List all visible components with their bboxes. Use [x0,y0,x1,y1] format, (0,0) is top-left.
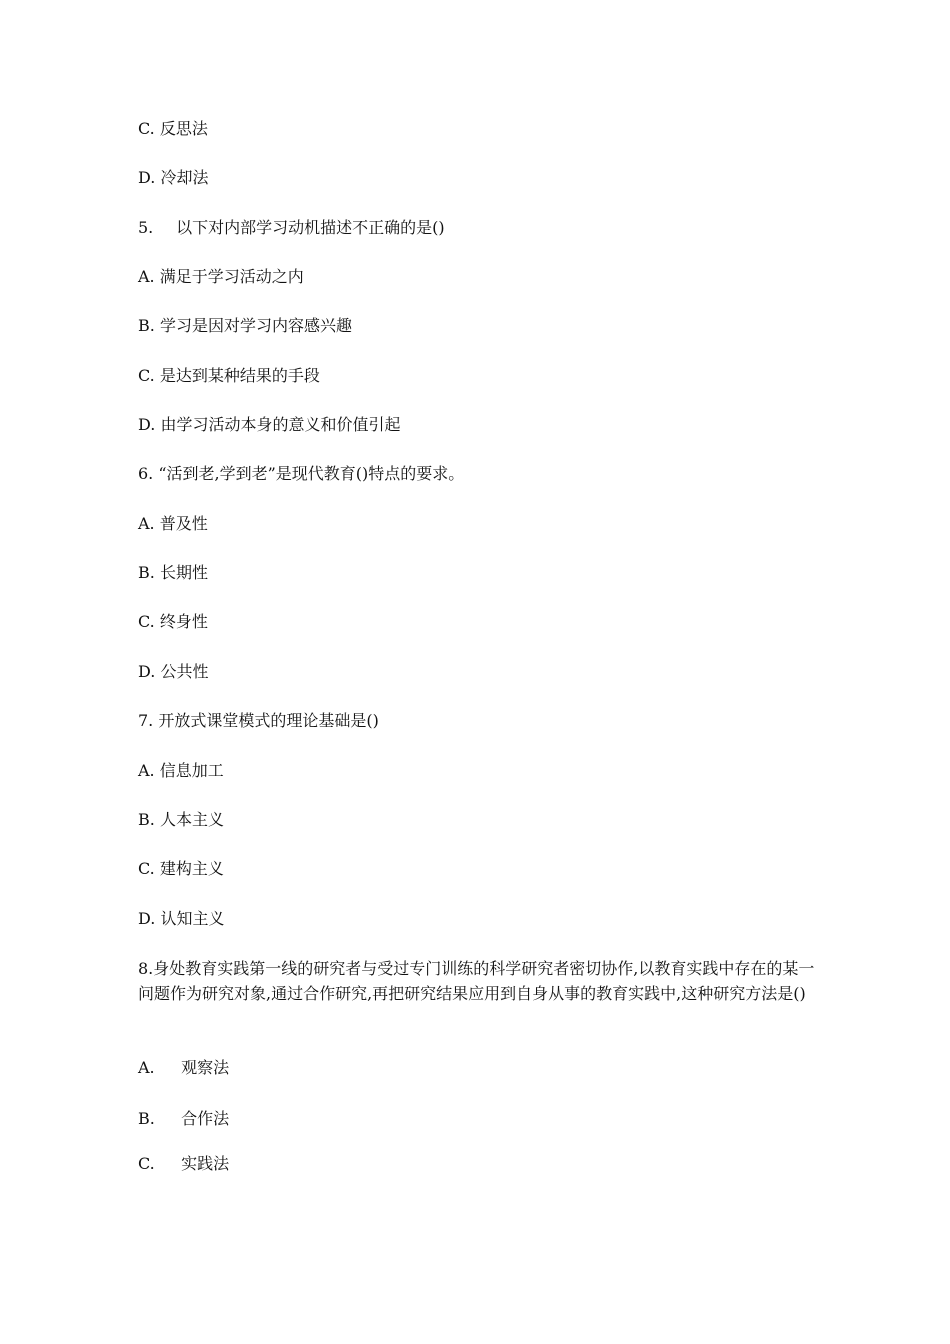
option-mark: B. [138,316,155,335]
option-mark: A. [138,1058,155,1077]
option-6a [138,512,828,536]
option-text: 是达到某种结果的手段 [159,366,320,385]
option-8b [138,1107,828,1131]
option-7d [138,907,828,931]
option-text: 信息加工 [159,761,224,780]
question-5 [138,216,828,240]
option-mark: D. [138,662,156,681]
option-mark: A. [138,761,155,780]
option-text: 人本主义 [159,810,224,829]
question-stem: 身处教育实践第一线的研究者与受过专门训练的科学研究者密切协作,以教育实践中存在的某一问题作为研究对象,通过合作研究,再把研究结果应用到自身从事的教育实践中,这种研究方法是() [138,959,815,1003]
question-stem: 开放式课堂模式的理论基础是() [158,711,379,730]
option-6d [138,660,828,684]
question-number: 7. [138,711,154,730]
option-mark: C. [138,366,155,385]
option-8c [138,1152,828,1176]
option-mark: B. [138,563,155,582]
option-text: 由学习活动本身的意义和价值引起 [160,415,401,434]
option-mark: D. [138,909,156,928]
option-7a [138,759,828,783]
option-mark: C. [138,1154,155,1173]
question-8 [138,956,828,1006]
option-text: 普及性 [159,514,208,533]
option-7c [138,857,828,881]
option-6b [138,561,828,585]
option-text: 反思法 [159,119,208,138]
option-4c [138,117,828,141]
option-text: 建构主义 [159,859,224,878]
option-text: 冷却法 [160,168,209,187]
option-mark: C. [138,859,155,878]
option-5c [138,364,828,388]
question-7 [138,709,828,733]
option-5b [138,314,828,338]
option-text: 实践法 [181,1154,230,1173]
option-7b [138,808,828,832]
option-4d [138,166,828,190]
question-stem: “活到老,学到老”是现代教育()特点的要求。 [158,464,465,483]
option-mark: A. [138,267,155,286]
question-6 [138,462,828,486]
option-text: 认知主义 [160,909,225,928]
question-number: 8. [138,959,154,978]
option-mark: A. [138,514,155,533]
option-mark: D. [138,415,156,434]
option-text: 观察法 [181,1058,230,1077]
option-5a [138,265,828,289]
option-text: 满足于学习活动之内 [159,267,304,286]
option-text: 终身性 [159,612,208,631]
option-text: 公共性 [160,662,209,681]
question-number: 5. [138,218,154,237]
option-mark: D. [138,168,156,187]
option-mark: B. [138,810,155,829]
option-text: 长期性 [159,563,208,582]
option-5d [138,413,828,437]
option-6c [138,610,828,634]
option-mark: C. [138,119,155,138]
question-stem: 以下对内部学习动机描述不正确的是() [176,218,445,237]
option-mark: C. [138,612,155,631]
question-number: 6. [138,464,154,483]
option-text: 合作法 [181,1109,230,1128]
option-8a [138,1056,828,1080]
option-mark: B. [138,1109,155,1128]
option-text: 学习是因对学习内容感兴趣 [159,316,352,335]
